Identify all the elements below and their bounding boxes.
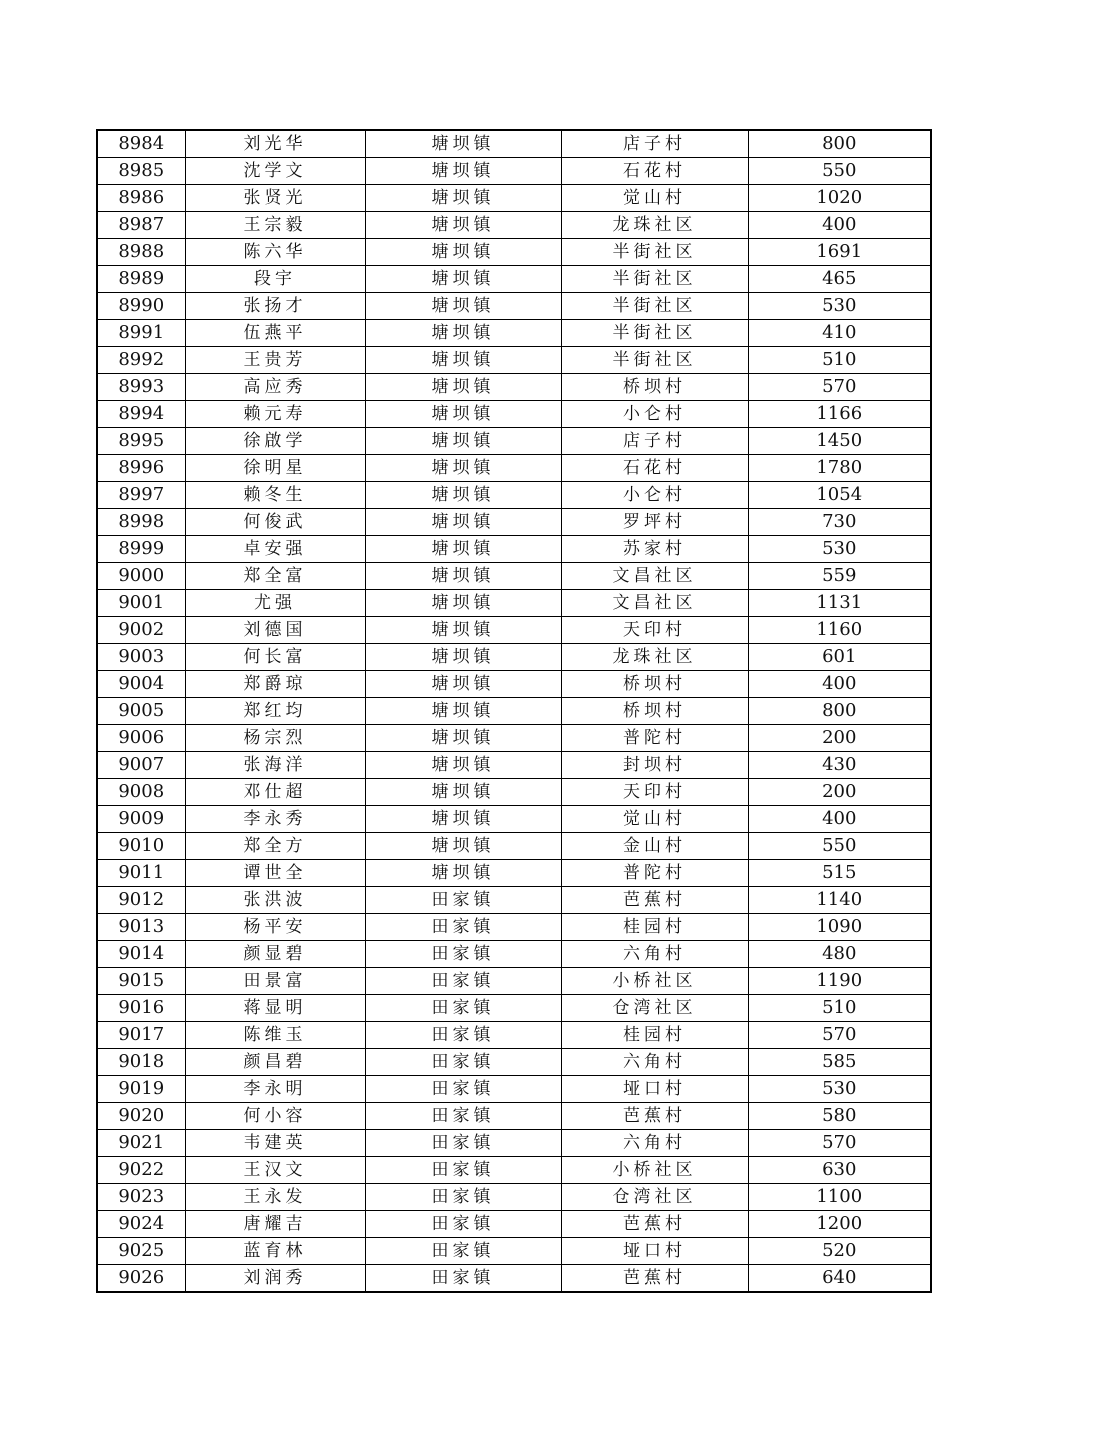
cell-amount: 400	[748, 212, 931, 239]
cell-village: 普陀村	[561, 860, 748, 887]
cell-village: 六角村	[561, 941, 748, 968]
table-row	[97, 725, 931, 752]
cell-name: 刘润秀	[185, 1265, 365, 1293]
cell-amount: 410	[748, 320, 931, 347]
cell-village: 小仑村	[561, 401, 748, 428]
cell-amount: 1780	[748, 455, 931, 482]
cell-town: 田家镇	[365, 1238, 561, 1265]
cell-amount: 400	[748, 806, 931, 833]
cell-village: 天印村	[561, 779, 748, 806]
cell-name: 段宇	[185, 266, 365, 293]
cell-name: 尤强	[185, 590, 365, 617]
cell-village: 垭口村	[561, 1238, 748, 1265]
cell-number: 9019	[97, 1076, 185, 1103]
cell-amount: 630	[748, 1157, 931, 1184]
table-row	[97, 266, 931, 293]
cell-town: 塘坝镇	[365, 212, 561, 239]
cell-town: 塘坝镇	[365, 428, 561, 455]
cell-number: 8985	[97, 158, 185, 185]
cell-village: 芭蕉村	[561, 1211, 748, 1238]
cell-town: 塘坝镇	[365, 617, 561, 644]
cell-name: 张洪波	[185, 887, 365, 914]
cell-number: 9023	[97, 1184, 185, 1211]
cell-name: 郑全富	[185, 563, 365, 590]
table-row	[97, 617, 931, 644]
table-row	[97, 1022, 931, 1049]
table-row	[97, 563, 931, 590]
cell-town: 塘坝镇	[365, 320, 561, 347]
cell-number: 9024	[97, 1211, 185, 1238]
cell-name: 张贤光	[185, 185, 365, 212]
cell-village: 文昌社区	[561, 563, 748, 590]
table-row	[97, 1211, 931, 1238]
cell-amount: 550	[748, 833, 931, 860]
table-row	[97, 374, 931, 401]
table-row	[97, 887, 931, 914]
cell-village: 小桥社区	[561, 1157, 748, 1184]
table-row	[97, 320, 931, 347]
table-row	[97, 1103, 931, 1130]
cell-town: 塘坝镇	[365, 347, 561, 374]
table-row	[97, 860, 931, 887]
cell-amount: 510	[748, 347, 931, 374]
cell-number: 9006	[97, 725, 185, 752]
cell-number: 8988	[97, 239, 185, 266]
cell-town: 田家镇	[365, 1076, 561, 1103]
cell-town: 田家镇	[365, 995, 561, 1022]
cell-village: 芭蕉村	[561, 887, 748, 914]
cell-name: 韦建英	[185, 1130, 365, 1157]
cell-name: 蓝育林	[185, 1238, 365, 1265]
cell-amount: 601	[748, 644, 931, 671]
cell-amount: 1166	[748, 401, 931, 428]
cell-village: 桂园村	[561, 1022, 748, 1049]
cell-name: 陈六华	[185, 239, 365, 266]
cell-number: 9025	[97, 1238, 185, 1265]
cell-name: 唐耀吉	[185, 1211, 365, 1238]
cell-number: 9010	[97, 833, 185, 860]
cell-number: 8995	[97, 428, 185, 455]
roster-table-body	[97, 130, 931, 1292]
cell-town: 田家镇	[365, 1184, 561, 1211]
cell-name: 李永秀	[185, 806, 365, 833]
cell-town: 田家镇	[365, 941, 561, 968]
cell-town: 田家镇	[365, 968, 561, 995]
table-row	[97, 590, 931, 617]
cell-name: 张扬才	[185, 293, 365, 320]
cell-name: 何俊武	[185, 509, 365, 536]
cell-town: 塘坝镇	[365, 860, 561, 887]
cell-number: 9022	[97, 1157, 185, 1184]
cell-number: 9016	[97, 995, 185, 1022]
table-row	[97, 482, 931, 509]
cell-number: 8998	[97, 509, 185, 536]
cell-town: 田家镇	[365, 1157, 561, 1184]
cell-town: 塘坝镇	[365, 239, 561, 266]
cell-name: 刘光华	[185, 130, 365, 158]
cell-town: 田家镇	[365, 914, 561, 941]
cell-village: 龙珠社区	[561, 644, 748, 671]
cell-town: 田家镇	[365, 1103, 561, 1130]
cell-village: 小仑村	[561, 482, 748, 509]
cell-amount: 520	[748, 1238, 931, 1265]
cell-village: 半街社区	[561, 266, 748, 293]
cell-number: 8999	[97, 536, 185, 563]
cell-amount: 200	[748, 725, 931, 752]
cell-amount: 465	[748, 266, 931, 293]
cell-number: 8991	[97, 320, 185, 347]
cell-village: 垭口村	[561, 1076, 748, 1103]
cell-number: 9011	[97, 860, 185, 887]
cell-town: 塘坝镇	[365, 752, 561, 779]
cell-amount: 200	[748, 779, 931, 806]
cell-town: 塘坝镇	[365, 130, 561, 158]
table-row	[97, 1049, 931, 1076]
cell-number: 9003	[97, 644, 185, 671]
cell-name: 沈学文	[185, 158, 365, 185]
cell-name: 王贵芳	[185, 347, 365, 374]
cell-amount: 1691	[748, 239, 931, 266]
cell-village: 半街社区	[561, 320, 748, 347]
cell-number: 9014	[97, 941, 185, 968]
table-row	[97, 941, 931, 968]
table-row	[97, 455, 931, 482]
cell-town: 塘坝镇	[365, 455, 561, 482]
cell-village: 苏家村	[561, 536, 748, 563]
cell-village: 半街社区	[561, 239, 748, 266]
cell-number: 8990	[97, 293, 185, 320]
table-row	[97, 833, 931, 860]
cell-village: 芭蕉村	[561, 1265, 748, 1293]
cell-number: 8987	[97, 212, 185, 239]
cell-amount: 1090	[748, 914, 931, 941]
cell-name: 颜昌碧	[185, 1049, 365, 1076]
cell-amount: 550	[748, 158, 931, 185]
table-row	[97, 428, 931, 455]
cell-amount: 1054	[748, 482, 931, 509]
cell-name: 高应秀	[185, 374, 365, 401]
cell-name: 谭世全	[185, 860, 365, 887]
cell-number: 9018	[97, 1049, 185, 1076]
cell-number: 9013	[97, 914, 185, 941]
cell-amount: 530	[748, 293, 931, 320]
table-row	[97, 779, 931, 806]
cell-amount: 580	[748, 1103, 931, 1130]
cell-number: 9012	[97, 887, 185, 914]
cell-town: 塘坝镇	[365, 833, 561, 860]
cell-name: 王汉文	[185, 1157, 365, 1184]
cell-amount: 1450	[748, 428, 931, 455]
cell-amount: 430	[748, 752, 931, 779]
cell-town: 田家镇	[365, 887, 561, 914]
cell-town: 塘坝镇	[365, 644, 561, 671]
cell-name: 李永明	[185, 1076, 365, 1103]
cell-number: 9001	[97, 590, 185, 617]
cell-amount: 1131	[748, 590, 931, 617]
cell-village: 半街社区	[561, 293, 748, 320]
table-row	[97, 185, 931, 212]
cell-town: 塘坝镇	[365, 698, 561, 725]
cell-town: 塘坝镇	[365, 725, 561, 752]
cell-village: 普陀村	[561, 725, 748, 752]
table-row	[97, 347, 931, 374]
cell-amount: 510	[748, 995, 931, 1022]
cell-village: 天印村	[561, 617, 748, 644]
cell-village: 文昌社区	[561, 590, 748, 617]
cell-number: 9007	[97, 752, 185, 779]
table-row	[97, 644, 931, 671]
cell-town: 田家镇	[365, 1049, 561, 1076]
cell-village: 桂园村	[561, 914, 748, 941]
table-row	[97, 293, 931, 320]
cell-amount: 570	[748, 1130, 931, 1157]
cell-name: 蒋显明	[185, 995, 365, 1022]
cell-amount: 1100	[748, 1184, 931, 1211]
cell-number: 8997	[97, 482, 185, 509]
cell-number: 9017	[97, 1022, 185, 1049]
cell-amount: 1200	[748, 1211, 931, 1238]
cell-number: 9002	[97, 617, 185, 644]
cell-name: 王永发	[185, 1184, 365, 1211]
cell-town: 塘坝镇	[365, 374, 561, 401]
cell-number: 8994	[97, 401, 185, 428]
cell-amount: 559	[748, 563, 931, 590]
cell-town: 塘坝镇	[365, 536, 561, 563]
cell-name: 郑全方	[185, 833, 365, 860]
cell-number: 9005	[97, 698, 185, 725]
cell-village: 小桥社区	[561, 968, 748, 995]
cell-name: 郑爵琼	[185, 671, 365, 698]
cell-village: 芭蕉村	[561, 1103, 748, 1130]
cell-name: 何长富	[185, 644, 365, 671]
table-row	[97, 536, 931, 563]
cell-name: 邓仕超	[185, 779, 365, 806]
cell-village: 仓湾社区	[561, 995, 748, 1022]
cell-town: 塘坝镇	[365, 482, 561, 509]
cell-town: 塘坝镇	[365, 779, 561, 806]
cell-town: 田家镇	[365, 1265, 561, 1293]
table-row	[97, 401, 931, 428]
cell-town: 塘坝镇	[365, 158, 561, 185]
cell-town: 田家镇	[365, 1130, 561, 1157]
cell-number: 9026	[97, 1265, 185, 1293]
cell-town: 塘坝镇	[365, 671, 561, 698]
cell-amount: 480	[748, 941, 931, 968]
cell-amount: 530	[748, 536, 931, 563]
cell-town: 塘坝镇	[365, 185, 561, 212]
table-row	[97, 130, 931, 158]
table-row	[97, 806, 931, 833]
cell-village: 封坝村	[561, 752, 748, 779]
table-row	[97, 1157, 931, 1184]
cell-town: 塘坝镇	[365, 266, 561, 293]
table-row	[97, 1130, 931, 1157]
cell-number: 9004	[97, 671, 185, 698]
cell-name: 陈维玉	[185, 1022, 365, 1049]
table-row	[97, 995, 931, 1022]
cell-amount: 400	[748, 671, 931, 698]
cell-town: 塘坝镇	[365, 563, 561, 590]
cell-number: 9000	[97, 563, 185, 590]
cell-village: 金山村	[561, 833, 748, 860]
cell-village: 仓湾社区	[561, 1184, 748, 1211]
cell-amount: 800	[748, 130, 931, 158]
cell-town: 田家镇	[365, 1022, 561, 1049]
table-row	[97, 914, 931, 941]
table-row	[97, 158, 931, 185]
table-row	[97, 1076, 931, 1103]
roster-table	[96, 129, 932, 1293]
cell-name: 赖元寿	[185, 401, 365, 428]
cell-number: 8986	[97, 185, 185, 212]
cell-amount: 530	[748, 1076, 931, 1103]
table-row	[97, 509, 931, 536]
cell-name: 张海洋	[185, 752, 365, 779]
cell-amount: 585	[748, 1049, 931, 1076]
cell-village: 桥坝村	[561, 698, 748, 725]
cell-village: 石花村	[561, 455, 748, 482]
cell-name: 王宗毅	[185, 212, 365, 239]
cell-village: 觉山村	[561, 806, 748, 833]
cell-amount: 1160	[748, 617, 931, 644]
cell-name: 伍燕平	[185, 320, 365, 347]
table-row	[97, 212, 931, 239]
cell-number: 9015	[97, 968, 185, 995]
cell-name: 何小容	[185, 1103, 365, 1130]
table-row	[97, 752, 931, 779]
cell-number: 8989	[97, 266, 185, 293]
cell-town: 塘坝镇	[365, 293, 561, 320]
cell-village: 龙珠社区	[561, 212, 748, 239]
table-row	[97, 1238, 931, 1265]
cell-name: 赖冬生	[185, 482, 365, 509]
table-row	[97, 1184, 931, 1211]
cell-amount: 570	[748, 374, 931, 401]
cell-village: 桥坝村	[561, 374, 748, 401]
cell-number: 8984	[97, 130, 185, 158]
cell-village: 六角村	[561, 1049, 748, 1076]
cell-amount: 1020	[748, 185, 931, 212]
cell-number: 8993	[97, 374, 185, 401]
cell-village: 桥坝村	[561, 671, 748, 698]
cell-name: 卓安强	[185, 536, 365, 563]
cell-name: 徐啟学	[185, 428, 365, 455]
table-row	[97, 671, 931, 698]
cell-number: 8996	[97, 455, 185, 482]
table-row	[97, 1265, 931, 1293]
cell-amount: 570	[748, 1022, 931, 1049]
cell-village: 觉山村	[561, 185, 748, 212]
cell-amount: 515	[748, 860, 931, 887]
cell-name: 刘德国	[185, 617, 365, 644]
cell-village: 店子村	[561, 130, 748, 158]
cell-village: 半街社区	[561, 347, 748, 374]
cell-number: 9020	[97, 1103, 185, 1130]
table-row	[97, 698, 931, 725]
cell-village: 罗坪村	[561, 509, 748, 536]
cell-number: 9009	[97, 806, 185, 833]
cell-village: 石花村	[561, 158, 748, 185]
cell-amount: 640	[748, 1265, 931, 1293]
cell-village: 店子村	[561, 428, 748, 455]
cell-town: 田家镇	[365, 1211, 561, 1238]
cell-village: 六角村	[561, 1130, 748, 1157]
cell-amount: 800	[748, 698, 931, 725]
cell-amount: 730	[748, 509, 931, 536]
cell-name: 颜显碧	[185, 941, 365, 968]
table-row	[97, 968, 931, 995]
cell-town: 塘坝镇	[365, 509, 561, 536]
cell-town: 塘坝镇	[365, 401, 561, 428]
cell-name: 徐明星	[185, 455, 365, 482]
cell-amount: 1190	[748, 968, 931, 995]
cell-number: 8992	[97, 347, 185, 374]
cell-amount: 1140	[748, 887, 931, 914]
cell-name: 郑红均	[185, 698, 365, 725]
cell-number: 9021	[97, 1130, 185, 1157]
cell-town: 塘坝镇	[365, 806, 561, 833]
cell-town: 塘坝镇	[365, 590, 561, 617]
table-row	[97, 239, 931, 266]
cell-name: 杨宗烈	[185, 725, 365, 752]
cell-name: 杨平安	[185, 914, 365, 941]
cell-name: 田景富	[185, 968, 365, 995]
cell-number: 9008	[97, 779, 185, 806]
